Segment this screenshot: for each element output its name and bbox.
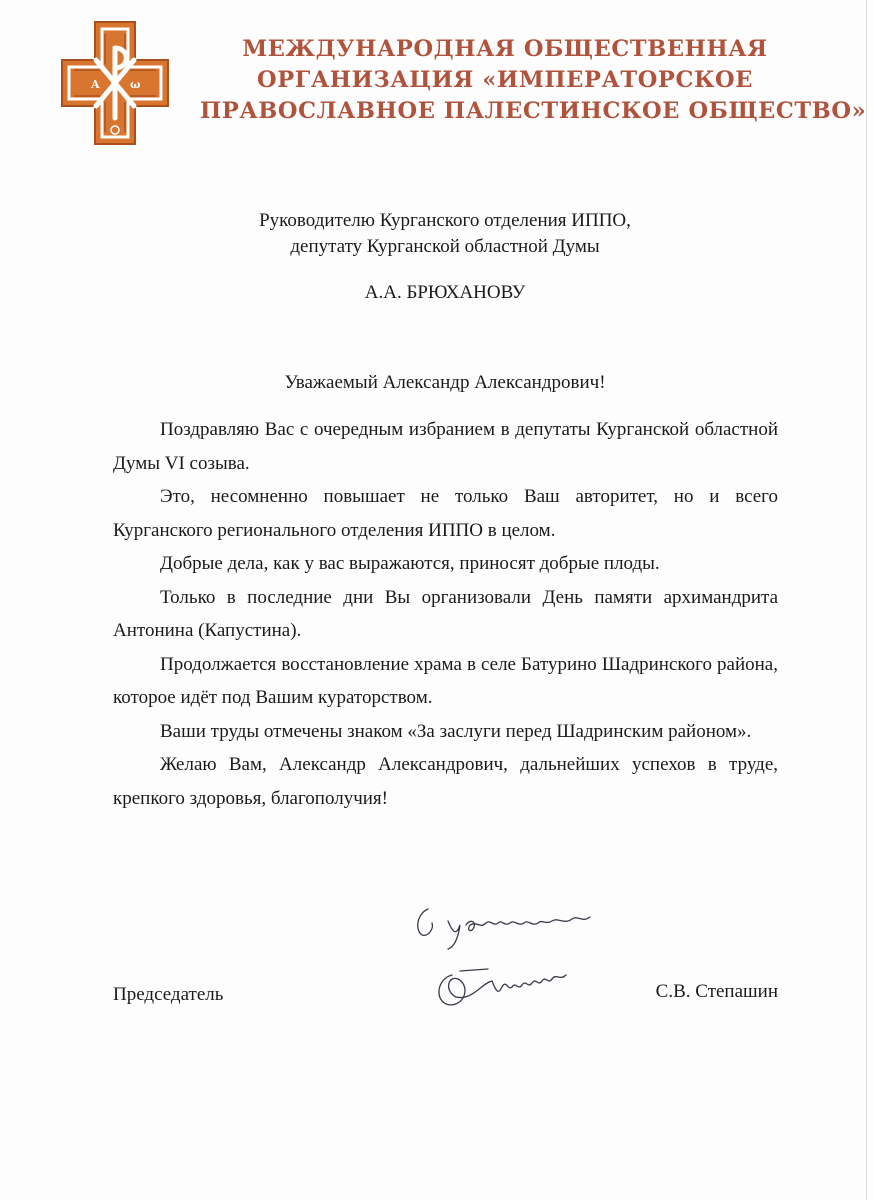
- body-paragraph: Добрые дела, как у вас выражаются, приносят добрые плоды.: [160, 553, 660, 574]
- body-paragraph: Ваши труды отмечены знаком «За заслуги перед Шадринским районом».: [160, 720, 752, 742]
- recipient-name: А.А. БРЮХАНОВУ: [364, 282, 526, 303]
- scan-edge-line: [866, 0, 867, 1200]
- org-name-line: ПРАВОСЛАВНОЕ ПАЛЕСТИНСКОЕ ОБЩЕСТВО»: [200, 98, 867, 124]
- body-paragraph: Это, несомненно повышает не только Ваш авторитет, но и всего Курганского регионального отделения ИППО в целом.: [113, 486, 778, 541]
- society-emblem-logo: [60, 20, 170, 146]
- letter-body: [113, 413, 778, 815]
- body-paragraph: Поздравляю Вас с очередным избранием в депутаты Курганской областной Думы VI созыва.: [113, 419, 778, 474]
- signatory-role: Председатель: [113, 984, 224, 1005]
- organization-name-header: [200, 34, 867, 127]
- org-name-line: ОРГАНИЗАЦИЯ «ИМПЕРАТОРСКОЕ: [257, 67, 753, 93]
- body-paragraph: Продолжается восстановление храма в селе Батурино Шадринского района, которое идёт под Вашим кураторством.: [113, 653, 778, 708]
- body-paragraph: Желаю Вам, Александр Александрович, дальнейших успехов в труде, крепкого здоровья, благополучия!: [113, 754, 778, 809]
- org-name-line: МЕЖДУНАРОДНАЯ ОБЩЕСТВЕННАЯ: [242, 36, 768, 62]
- salutation: Уважаемый Александр Александрович!: [284, 372, 606, 393]
- handwritten-signature: [400, 895, 620, 1025]
- recipient-line: Руководителю Курганского отделения ИППО,: [259, 210, 631, 231]
- svg-text:ω: ω: [130, 78, 141, 91]
- recipient-line: депутату Курганской областной Думы: [290, 236, 600, 257]
- body-paragraph: Только в последние дни Вы организовали День памяти архимандрита Антонина (Капустина).: [113, 586, 778, 641]
- recipient-block: [180, 208, 710, 260]
- signatory-name: С.В. Степашин: [655, 981, 778, 1002]
- svg-text:A: A: [91, 78, 100, 91]
